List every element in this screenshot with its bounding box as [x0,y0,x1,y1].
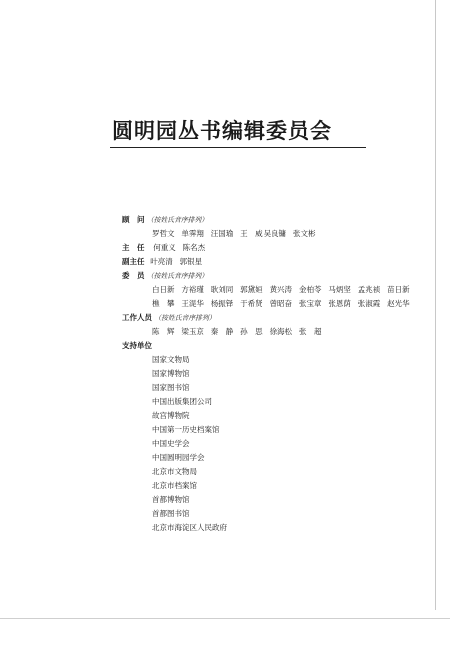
member-name: 樵 攀 [152,299,175,308]
vice-chair-name: 郭银星 [179,257,203,266]
support-label: 支持单位 [122,341,152,350]
chair-name: 陈名杰 [182,243,206,252]
bottom-scan-line [0,618,450,619]
support-unit: 首都博物馆 [152,495,190,504]
members-row-2 [152,298,414,309]
advisors-names [152,228,320,239]
advisor-name: 吴良镛 [263,229,287,238]
support-unit: 国家图书馆 [152,383,190,392]
support-unit: 北京市文物局 [152,467,197,476]
staff-name: 陈 辉 [152,327,175,336]
vice-chair-label: 副主任 [122,257,145,266]
member-name: 曾昭奋 [269,299,293,308]
support-unit: 中国第一历史档案馆 [152,425,220,434]
advisor-name: 王 威 [240,229,263,238]
staff-name: 梁玉京 [181,327,204,336]
staff-name: 徐海松 [269,327,293,336]
member-name: 孟兆祯 [357,285,381,294]
support-unit: 首都图书馆 [152,509,190,518]
support-unit: 中国出版集团公司 [152,397,212,406]
staff-names [152,326,326,337]
advisors-note: （按姓氏音序排列） [146,216,209,224]
member-name: 于希贤 [240,299,263,308]
advisors-label: 顾 问 [122,215,145,224]
staff-label: 工作人员 [122,313,152,322]
advisor-name: 单霁翔 [181,229,204,238]
staff-heading [122,312,216,323]
support-unit: 国家博物馆 [152,369,190,378]
member-name: 张淑霞 [357,299,381,308]
member-name: 耿刘同 [210,285,234,294]
members-heading [122,270,208,281]
vice-chair-name: 叶亮清 [150,257,173,266]
advisor-name: 汪国瑜 [210,229,234,238]
support-unit: 国家文物局 [152,355,190,364]
members-note: （按姓氏音序排列） [146,272,209,280]
support-unit: 故宫博物院 [152,411,190,420]
advisor-name: 张文彬 [292,229,316,238]
member-name: 王湜华 [181,299,204,308]
staff-note: （按姓氏音序排列） [154,314,216,322]
advisor-name: 罗哲文 [152,229,175,238]
members-label: 委 员 [122,271,145,280]
support-unit: 中国史学会 [152,439,190,448]
advisors-heading [122,214,208,225]
support-heading [122,340,152,351]
chair-row [122,242,210,253]
member-name: 马炳坚 [328,285,351,294]
member-name: 赵光华 [387,299,410,308]
member-name: 杨振铎 [210,299,234,308]
member-name: 方裕瑾 [181,285,204,294]
page-title: 圆明园丛书编辑委员会 [112,118,332,143]
staff-name: 孙 思 [240,327,263,336]
vice-chair-row [122,256,207,267]
chair-label: 主 任 [122,243,145,252]
support-unit: 北京市档案馆 [152,481,197,490]
support-unit: 中国圆明园学会 [152,453,205,462]
support-unit: 北京市海淀区人民政府 [152,523,227,532]
member-name: 郭黛姮 [240,285,263,294]
members-row-1 [152,284,414,295]
member-name: 黄兴涛 [269,285,293,294]
chair-name: 何重义 [153,243,176,252]
member-name: 金柏苓 [298,285,322,294]
staff-name: 秦 静 [210,327,234,336]
member-name: 张恩荫 [328,299,351,308]
title-underline [110,147,366,148]
member-name: 张宝章 [298,299,322,308]
member-name: 白日新 [152,285,175,294]
page-edge-line [435,0,436,610]
staff-name: 张 超 [298,327,322,336]
member-name: 苗日新 [387,285,410,294]
